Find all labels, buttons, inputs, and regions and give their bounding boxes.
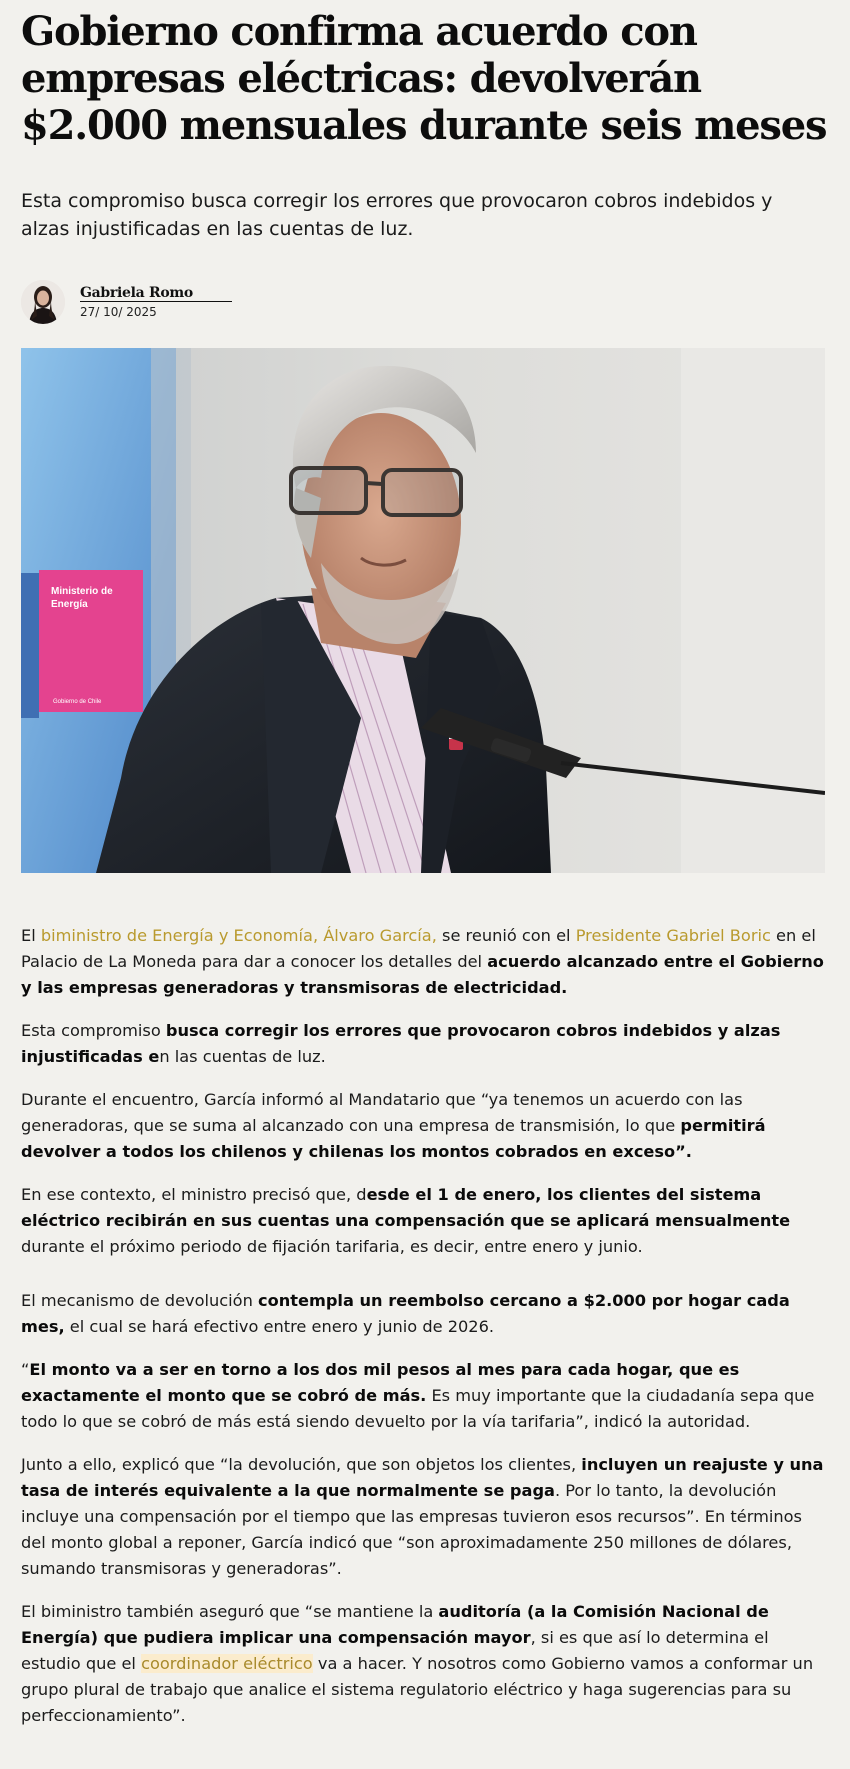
article-photo xyxy=(21,348,825,873)
text-span: n las cuentas de luz. xyxy=(159,1047,326,1066)
text-span: Durante el encuentro, García informó al Mandatario que “ya tenemos un acuerdo con las generadoras, que se suma al alcanzado con una empresa de transmisión, lo que xyxy=(21,1090,743,1135)
text-span: Junto a ello, explicó que “la devolución, que son objetos los clientes, xyxy=(21,1455,582,1474)
paragraph-5 xyxy=(21,1288,831,1340)
sign-text-3: Gobierno de Chile xyxy=(53,699,102,705)
text-span: , si es que así lo determina el estudio que el xyxy=(21,1628,769,1673)
bold-span: permitirá devolver a todos los chilenos y chilenas los montos cobrados en exceso”. xyxy=(21,1116,766,1161)
publish-date: 27/ 10/ 2025 xyxy=(80,305,157,319)
paragraph-6 xyxy=(21,1357,831,1435)
sign-text-1: Ministerio de xyxy=(51,586,113,597)
text-span: en el Palacio de La Moneda para dar a conocer los detalles del xyxy=(21,926,816,971)
text-span: El xyxy=(21,926,41,945)
paragraph-4 xyxy=(21,1182,831,1260)
bold-span: contempla un reembolso cercano a $2.000 por hogar cada mes, xyxy=(21,1291,790,1336)
sign-text-2: Energía xyxy=(51,599,88,610)
article xyxy=(0,8,850,1729)
text-span: el cual se hará efectivo entre enero y junio de 2026. xyxy=(64,1317,495,1336)
bold-span: esde el 1 de enero, los clientes del sistema eléctrico recibirán en sus cuentas una compensación que se aplicará mensualmente xyxy=(21,1185,791,1230)
link-biministro[interactable]: biministro de Energía y Economía, Álvaro García, xyxy=(40,926,437,945)
paragraph-1 xyxy=(21,923,831,1001)
text-span: El biministro también aseguró que “se mantiene la xyxy=(21,1602,439,1621)
headline: Gobierno confirma acuerdo con empresas eléctricas: devolverán $2.000 mensuales durante seis meses xyxy=(21,8,827,149)
text-span: “ xyxy=(21,1360,30,1379)
bold-span: auditoría (a la Comisión Nacional de Energía) que pudiera implicar una compensación mayor xyxy=(21,1602,769,1647)
bold-span: busca corregir los errores que provocaron cobros indebidos y alzas injustificadas e xyxy=(21,1021,781,1066)
text-span: Es muy importante que la ciudadanía sepa que todo lo que se cobró de más está siendo devuelto por la vía tarifaria”, indicó la autoridad. xyxy=(21,1386,815,1431)
byline xyxy=(21,279,830,325)
author-avatar[interactable] xyxy=(21,280,65,324)
paragraph-8 xyxy=(21,1599,831,1729)
article-body xyxy=(21,923,831,1729)
link-coordinador[interactable]: coordinador eléctrico xyxy=(141,1654,313,1673)
text-span: va a hacer. Y nosotros como Gobierno vamos a conformar un grupo plural de trabajo que analice el sistema regulatorio eléctrico y haga sugerencias para su perfeccionamiento”. xyxy=(21,1654,814,1725)
text-span: . Por lo tanto, la devolución incluye una compensación por el tiempo que las empresas tuvieron esos recursos”. En términos del monto global a reponer, García indicó que “son aproximadamente 250 millones de dólares, sumando transmisoras y generadoras”. xyxy=(21,1481,802,1578)
text-span: se reunió con el xyxy=(436,926,576,945)
text-span: Esta compromiso xyxy=(21,1021,166,1040)
paragraph-2 xyxy=(21,1018,831,1070)
byline-text xyxy=(80,285,232,319)
author-link[interactable]: Gabriela Romo xyxy=(80,285,232,302)
paragraph-3 xyxy=(21,1087,831,1165)
bold-span: El monto va a ser en torno a los dos mil pesos al mes para cada hogar, que es exactamente el monto que se cobró de más. xyxy=(21,1360,740,1405)
paragraph-7 xyxy=(21,1452,831,1582)
bold-span: acuerdo alcanzado entre el Gobierno y las empresas generadoras y transmisoras de electricidad. xyxy=(21,952,824,997)
text-span: durante el próximo periodo de fijación tarifaria, es decir, entre enero y junio. xyxy=(21,1237,643,1256)
link-presidente[interactable]: Presidente Gabriel Boric xyxy=(575,926,771,945)
text-span: En ese contexto, el ministro precisó que, d xyxy=(21,1185,367,1204)
bold-span: incluyen un reajuste y una tasa de interés equivalente a la que normalmente se paga xyxy=(21,1455,824,1500)
text-span: El mecanismo de devolución xyxy=(21,1291,258,1310)
subtitle: Esta compromiso busca corregir los errores que provocaron cobros indebidos y alzas injustificadas en las cuentas de luz. xyxy=(21,190,773,240)
